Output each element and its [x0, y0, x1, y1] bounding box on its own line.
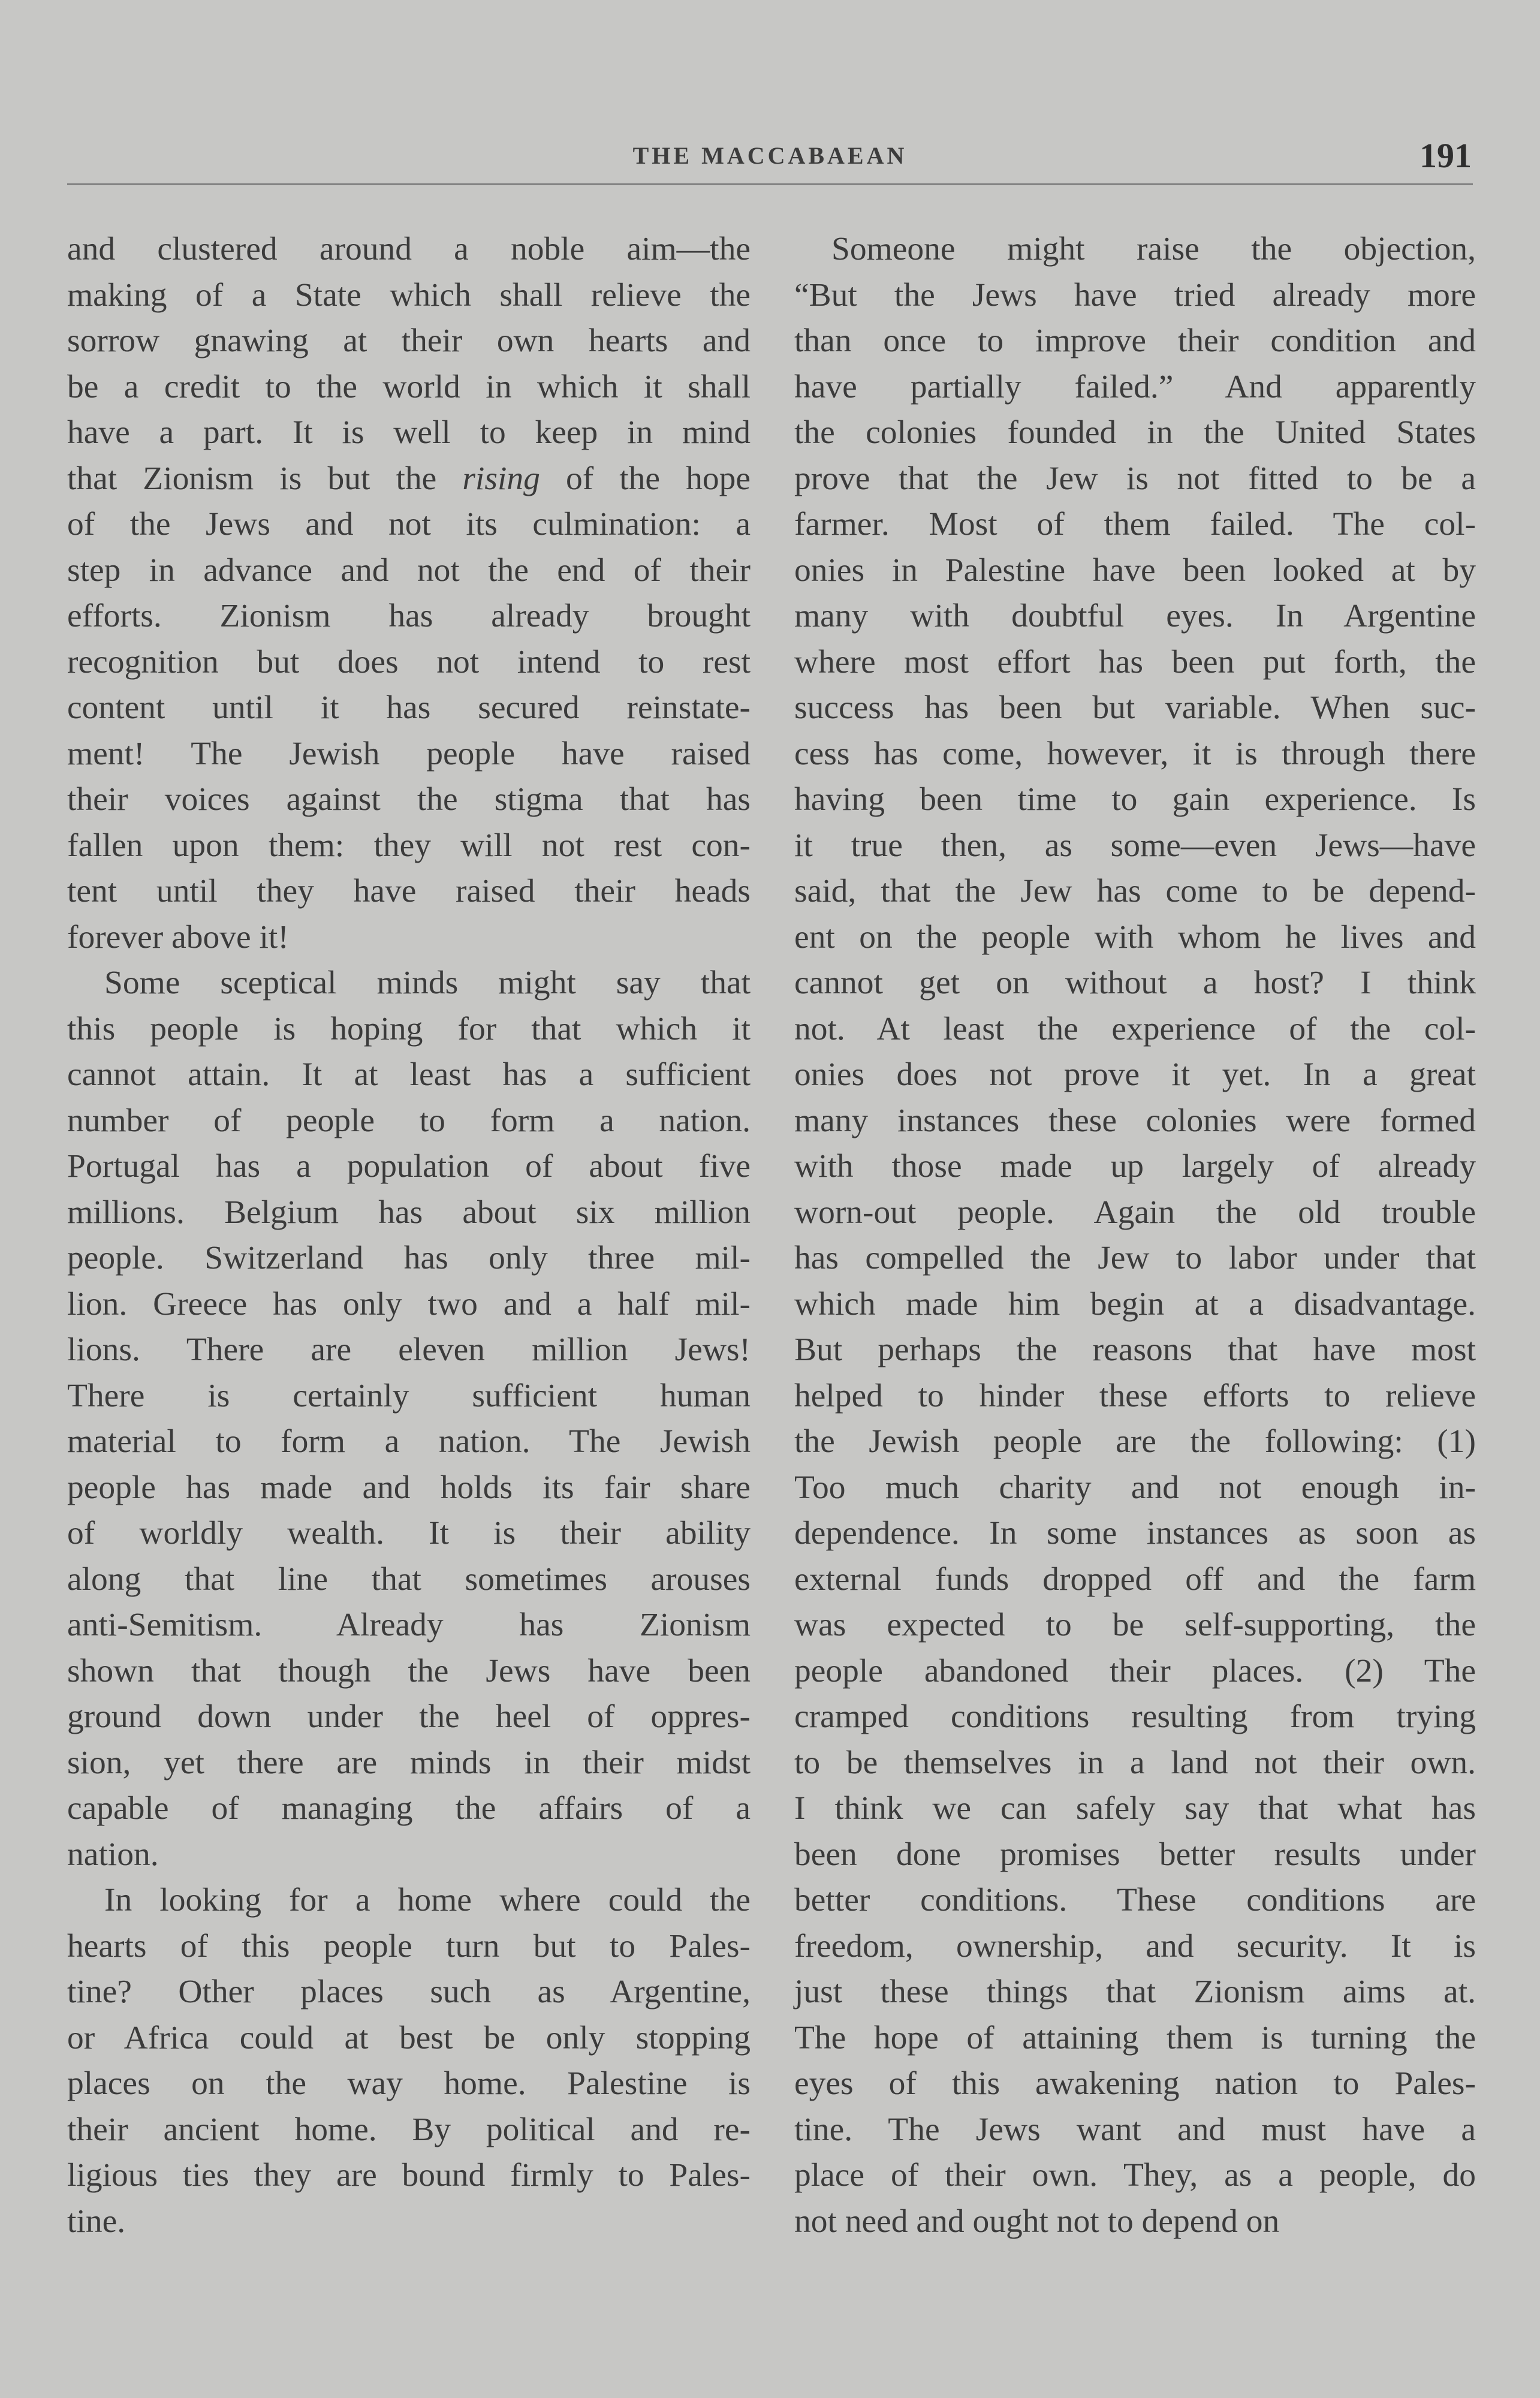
text-line: Some sceptical minds might say that: [104, 965, 751, 1001]
running-header: [67, 136, 1473, 189]
text-line: hearts of this people turn but to Pales-: [67, 1927, 751, 1965]
text-line: shown that though the Jews have been: [67, 1652, 751, 1689]
text-line: The hope of attaining them is turning the: [794, 2019, 1476, 2056]
text-line: In looking for a home where could the: [104, 1882, 751, 1918]
text-line: where most effort has been put forth, the: [794, 643, 1476, 680]
text-line: making of a State which shall relieve the: [67, 276, 751, 314]
text-line: of worldly wealth. It is their ability: [67, 1515, 751, 1552]
text-line: onies in Palestine have been looked at by: [794, 552, 1476, 589]
text-line: freedom, ownership, and security. It is: [794, 1927, 1476, 1965]
text-line: Someone might raise the objection,: [831, 231, 1476, 267]
text-line: cannot attain. It at least has a sufficient: [67, 1056, 751, 1093]
text-line: than once to improve their condition and: [794, 323, 1476, 359]
text-line: better conditions. These conditions are: [794, 1882, 1476, 1918]
header-rule: [67, 183, 1473, 185]
text-line: worn-out people. Again the old trouble: [794, 1194, 1476, 1231]
text-line: and clustered around a noble aim—the: [67, 231, 751, 267]
text-line: this people is hoping for that which it: [67, 1010, 751, 1047]
text-line: prove that the Jew is not fitted to be a: [794, 460, 1476, 497]
paragraph: [794, 227, 1476, 2245]
text-line: not need and ought not to depend on: [794, 2203, 1280, 2240]
text-line: dependence. In some instances as soon as: [794, 1515, 1476, 1552]
paragraph: [67, 227, 751, 960]
text-line: Too much charity and not enough in-: [794, 1469, 1476, 1506]
text-line: lion. Greece has only two and a half mil-: [67, 1285, 751, 1322]
text-line: step in advance and not the end of their: [67, 552, 751, 589]
text-line: I think we can safely say that what has: [794, 1790, 1476, 1827]
text-line: along that line that sometimes arouses: [67, 1560, 751, 1598]
text-line: ligious ties they are bound firmly to Pales-: [67, 2157, 751, 2194]
right-column: [794, 227, 1476, 2245]
text-line: helped to hinder these efforts to relieve: [794, 1377, 1476, 1414]
text-line: many instances these colonies were formed: [794, 1102, 1476, 1139]
text-line: many with doubtful eyes. In Argentine: [794, 598, 1476, 634]
paragraph: [67, 960, 751, 1878]
text-line: efforts. Zionism has already brought: [67, 598, 751, 634]
text-line: have a part. It is well to keep in mind: [67, 414, 751, 451]
text-line: it true then, as some—even Jews—have: [794, 827, 1476, 864]
text-line: that Zionism is but the rising of the hope: [67, 460, 751, 497]
text-line: have partially failed.” And apparently: [794, 368, 1476, 405]
text-line: forever above it!: [67, 918, 289, 956]
text-line: cess has come, however, it is through there: [794, 735, 1476, 772]
text-line: ent on the people with whom he lives and: [794, 918, 1476, 956]
text-line: cannot get on without a host? I think: [794, 965, 1476, 1001]
text-line: to be themselves in a land not their own.: [794, 1744, 1476, 1781]
paragraph: [67, 1878, 751, 2245]
page-number: 191: [1420, 136, 1472, 175]
text-line: “But the Jews have tried already more: [794, 276, 1476, 314]
text-line: anti-Semitism. Already has Zionism: [67, 1607, 751, 1643]
text-line: tine.: [67, 2203, 126, 2240]
text-line: Portugal has a population of about five: [67, 1148, 751, 1185]
text-line: or Africa could at best be only stopping: [67, 2019, 751, 2056]
text-line: has compelled the Jew to labor under that: [794, 1240, 1476, 1276]
text-line: said, that the Jew has come to be depend-: [794, 873, 1476, 909]
text-line: was expected to be self-supporting, the: [794, 1607, 1476, 1643]
text-line: just these things that Zionism aims at.: [794, 1974, 1476, 2010]
text-line: There is certainly sufficient human: [67, 1377, 751, 1414]
text-line: sion, yet there are minds in their midst: [67, 1744, 751, 1781]
text-line: ground down under the heel of oppres-: [67, 1698, 751, 1735]
text-line: people has made and holds its fair share: [67, 1469, 751, 1506]
text-line: places on the way home. Palestine is: [67, 2065, 751, 2102]
text-line: recognition but does not intend to rest: [67, 643, 751, 680]
text-line: tine? Other places such as Argentine,: [67, 1974, 751, 2010]
text-line: sorrow gnawing at their own hearts and: [67, 323, 751, 359]
text-line: their ancient home. By political and re-: [67, 2111, 751, 2148]
text-line: onies does not prove it yet. In a great: [794, 1056, 1476, 1093]
text-line: been done promises better results under: [794, 1836, 1476, 1873]
text-line: cramped conditions resulting from trying: [794, 1698, 1476, 1735]
text-line: capable of managing the affairs of a: [67, 1790, 751, 1827]
text-line: farmer. Most of them failed. The col-: [794, 506, 1476, 543]
text-line: not. At least the experience of the col-: [794, 1010, 1476, 1047]
text-line: people abandoned their places. (2) The: [794, 1652, 1476, 1689]
text-line: their voices against the stigma that has: [67, 781, 751, 818]
text-line: tent until they have raised their heads: [67, 873, 751, 909]
text-line: with those made up largely of already: [794, 1148, 1476, 1185]
text-line: success has been but variable. When suc-: [794, 689, 1476, 726]
text-line: of the Jews and not its culmination: a: [67, 506, 751, 543]
text-line: fallen upon them: they will not rest con-: [67, 827, 751, 864]
left-column: [67, 227, 751, 2245]
journal-title: THE MACCABAEAN: [632, 142, 908, 169]
text-line: millions. Belgium has about six million: [67, 1194, 751, 1231]
text-line: nation.: [67, 1836, 159, 1873]
text-line: content until it has secured reinstate-: [67, 689, 751, 726]
text-line: ment! The Jewish people have raised: [67, 735, 751, 772]
text-line: the Jewish people are the following: (1): [794, 1423, 1476, 1460]
text-line: people. Switzerland has only three mil-: [67, 1240, 751, 1276]
text-line: lions. There are eleven million Jews!: [67, 1331, 751, 1368]
text-line: be a credit to the world in which it shall: [67, 368, 751, 405]
text-line: number of people to form a nation.: [67, 1102, 751, 1139]
text-line: place of their own. They, as a people, do: [794, 2157, 1476, 2194]
text-line: eyes of this awakening nation to Pales-: [794, 2065, 1476, 2102]
text-line: external funds dropped off and the farm: [794, 1560, 1476, 1598]
text-line: material to form a nation. The Jewish: [67, 1423, 751, 1460]
text-line: which made him begin at a disadvantage.: [794, 1285, 1476, 1322]
text-line: tine. The Jews want and must have a: [794, 2111, 1476, 2148]
text-line: having been time to gain experience. Is: [794, 781, 1476, 818]
text-line: But perhaps the reasons that have most: [794, 1331, 1476, 1368]
text-line: the colonies founded in the United States: [794, 414, 1476, 451]
